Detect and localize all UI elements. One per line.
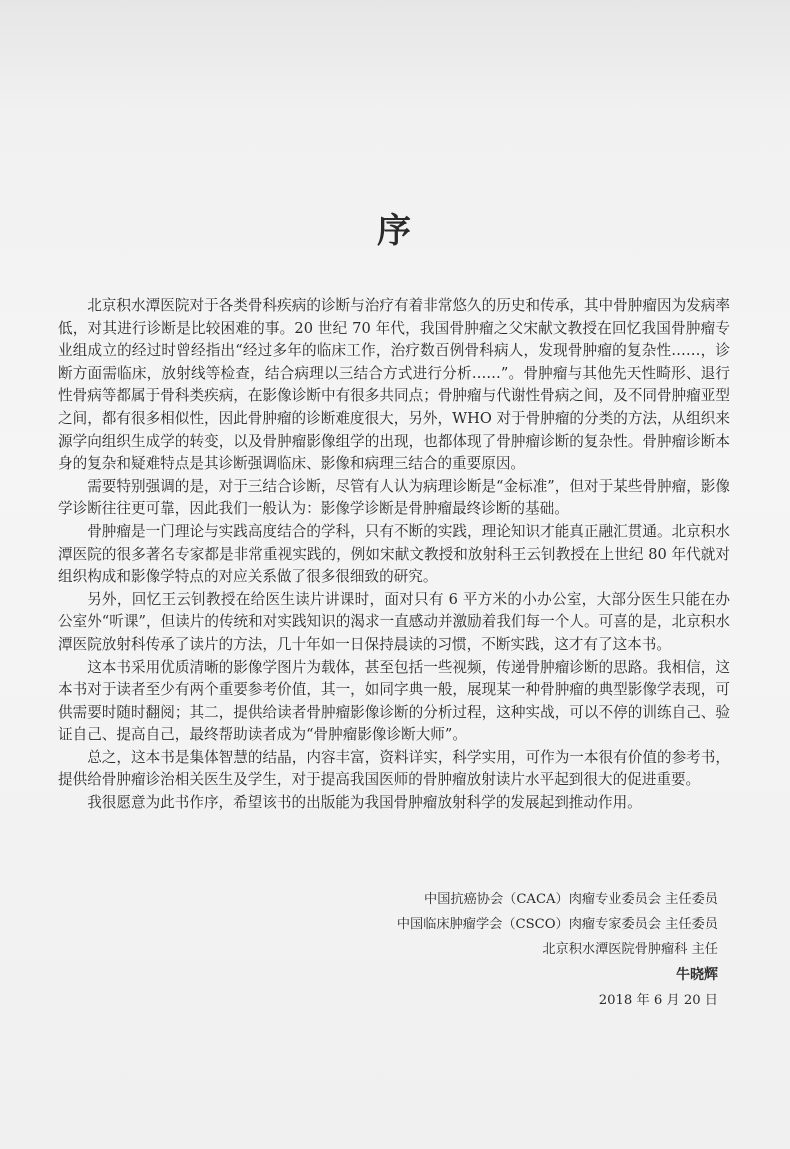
paragraph: 另外，回忆王云钊教授在给医生读片讲课时，面对只有 6 平方米的小办公室，大部分医生只能在办公室外“听课”，但读片的传统和对实践知识的渴求一直感动并激励着我们每一个人。可喜的是，北京积水潭医院放射科传承了读片的方法，几十年如一日保持晨读的习惯，不断实践，这才有了这本书。: [58, 590, 730, 653]
signature-date: 2018 年 6 月 20 日: [598, 992, 718, 1008]
paragraph: 我很愿意为此书作序，希望该书的出版能为我国骨肿瘤放射科学的发展起到推动作用。: [87, 794, 642, 812]
signature-title-caca: 中国抗癌协会（CACA）肉瘤专业委员会 主任委员: [424, 892, 718, 907]
paragraph: 北京积水潭医院对于各类骨科疾病的诊断与治疗有着非常悠久的历史和传承，其中骨肿瘤因为发病率低，对其进行诊断是比较困难的事。20 世纪 70 年代，我国骨肿瘤之父宋献文教授在回忆我国骨肿瘤专业组成立的经过时曾经指出“经过多年的临床工作，治疗数百例骨科病人，发现骨肿瘤的复杂性……，诊断方面需临床，放射线等检查，结合病理以三结合方式进行分析……”。骨肿瘤与其他先天性畸形、退行性骨病等都属于骨科类疾病，在影像诊断中有很多共同点；骨肿瘤与代谢性骨病之间，及不同骨肿瘤亚型之间，都有很多相似性，因此骨肿瘤的诊断难度很大，另外，WHO 对于骨肿瘤的分类的方法，从组织来源学向组织生成学的转变，以及骨肿瘤影像组学的出现，也都体现了骨肿瘤诊断的复杂性。骨肿瘤诊断本身的复杂和疑难特点是其诊断强调临床、影像和病理三结合的重要原因。: [58, 297, 730, 473]
paragraph: 骨肿瘤是一门理论与实践高度结合的学科，只有不断的实践，理论知识才能真正融汇贯通。北京积水潭医院的很多著名专家都是非常重视实践的，例如宋献文教授和放射科王云钊教授在上世纪 80 年代就对组织构成和影像学特点的对应关系做了很多很细致的研究。: [58, 522, 730, 586]
paragraph: 总之，这本书是集体智慧的结晶，内容丰富，资料详实，科学实用，可作为一本很有价值的参考书，提供给骨肿瘤诊治相关医生及学生，对于提高我国医师的骨肿瘤放射读片水平起到很大的促进重要。: [58, 748, 730, 789]
paragraph: 这本书采用优质清晰的影像学图片为载体，甚至包括一些视频，传递骨肿瘤诊断的思路。我相信，这本书对于读者至少有两个重要参考价值，其一，如同字典一般，展现某一种骨肿瘤的典型影像学表现，可供需要时随时翻阅；其二，提供给读者骨肿瘤影像诊断的分析过程，这种实战，可以不停的训练自己、验证自己、提高自己，最终帮助读者成为“骨肿瘤影像诊断大师”。: [58, 658, 730, 744]
signature-block: [298, 887, 718, 1013]
preface-body: [58, 295, 730, 815]
signature-title-csco: 中国临床肿瘤学会（CSCO）肉瘤专家委员会 主任委员: [396, 917, 718, 933]
signature-title-department: 北京积水潭医院骨肿瘤科 主任: [542, 942, 718, 958]
signature-name: 牛晓辉: [676, 966, 718, 983]
page-title: 序: [377, 210, 413, 251]
paragraph: 需要特别强调的是，对于三结合诊断，尽管有人认为病理诊断是“金标准”，但对于某些骨肿瘤，影像学诊断往往更可靠，因此我们一般认为：影像学诊断是骨肿瘤最终诊断的基础。: [58, 477, 730, 518]
